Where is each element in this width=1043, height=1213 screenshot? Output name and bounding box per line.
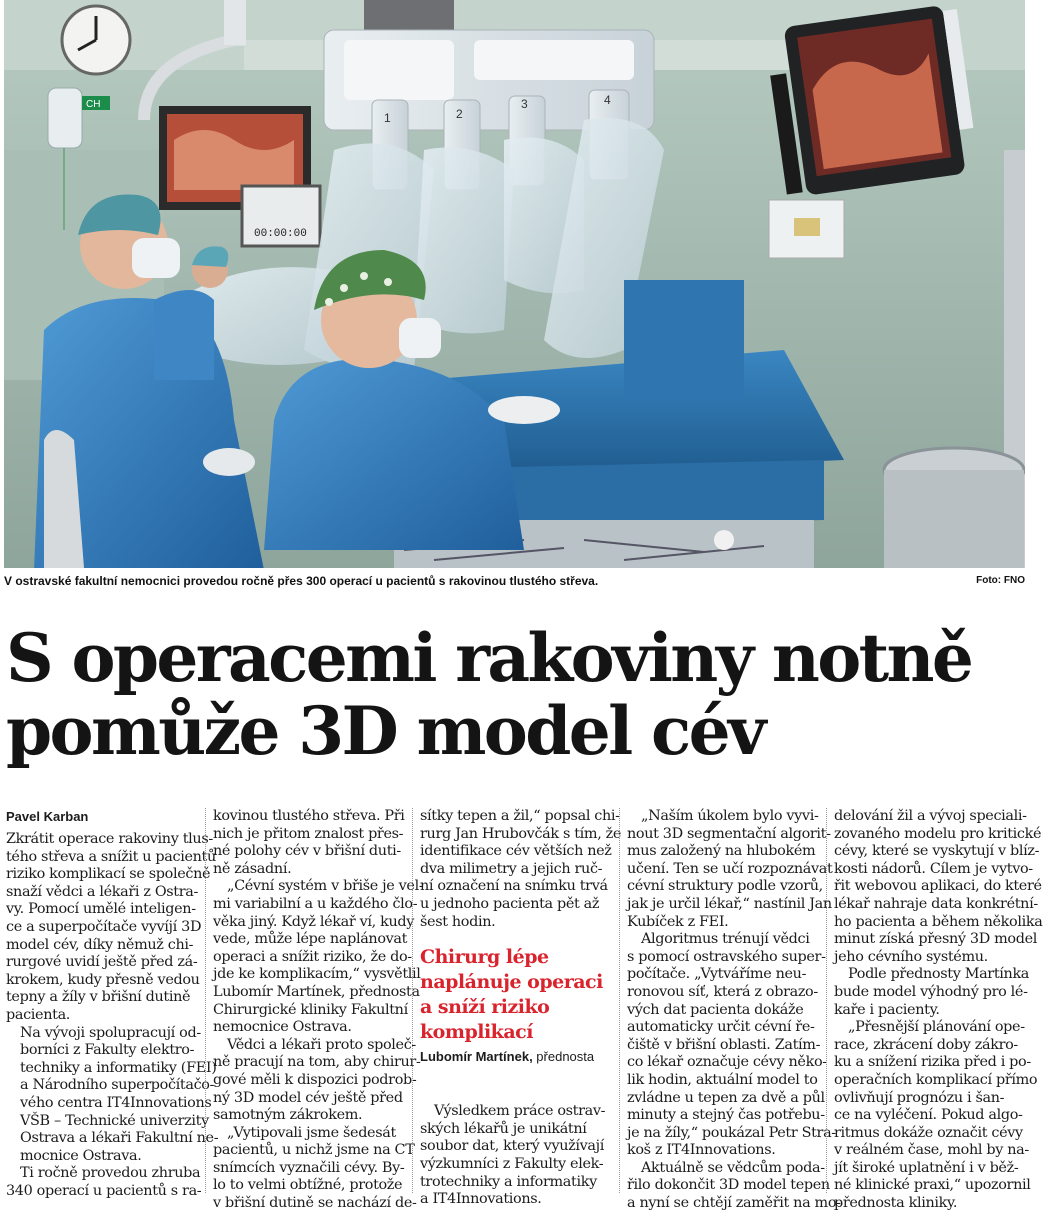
text-line: borníci z Fakulty elektro-	[20, 1042, 195, 1059]
text-line: gové měli k dispozici podrob-	[213, 1071, 417, 1088]
text-line: Podle přednosty Martínka	[848, 966, 1030, 983]
text-line: co lékař označuje cévy něko-	[627, 1054, 827, 1071]
text-line: počítače. „Vytváříme neu-	[627, 966, 807, 983]
paragraph	[627, 1159, 841, 1213]
text-line: mi variabilní a u každého člo-	[213, 895, 418, 912]
text-line: bude model výhodný pro lé-	[834, 983, 1028, 1000]
text-line: s pomocí ostravského super-	[627, 948, 826, 965]
article-column-3	[420, 808, 622, 1209]
text-line: jak je určil lékař,“ nastínil Jan	[627, 895, 832, 912]
text-line: Chirurg lépe	[420, 946, 549, 969]
text-line: Chirurgické kliniky Fakultní	[213, 1001, 408, 1018]
text-line: Zkrátit operace rakoviny tlus-	[6, 831, 213, 847]
paragraph	[834, 808, 1043, 966]
article-column-5	[834, 808, 1043, 1213]
text-line: 340 operací u pacientů s ra-	[6, 1182, 202, 1199]
text-line: minut získá přesný 3D model	[834, 931, 1038, 948]
text-line: techniky a informatiky (FEI)	[20, 1059, 217, 1076]
column-divider	[826, 808, 827, 1193]
text-line: minuty a stejný čas potřebu-	[627, 1107, 825, 1124]
text-line: ně pracují na tom, aby chirur-	[213, 1054, 421, 1071]
text-line: model cév, díky němuž chi-	[6, 936, 194, 953]
text-line: nout 3D segmentační algorit-	[627, 825, 831, 842]
paragraph	[6, 1024, 219, 1166]
text-line: komplikací	[420, 1021, 533, 1044]
text-line: a nyní se chtějí zaměřit na mo-	[627, 1195, 841, 1212]
monitor-timer: 00:00:00	[254, 228, 307, 240]
paragraph	[834, 966, 1029, 1019]
text-line: nich je přitom znalost přes-	[213, 825, 404, 842]
text-line: jde ke komplikacím,“ vysvětlil	[213, 966, 421, 983]
text-line: vého centra IT4Innovations	[20, 1094, 212, 1111]
headline-line: pomůže 3D model cév	[6, 692, 764, 770]
text-line: v břišní dutině se nachází de-	[213, 1195, 417, 1212]
text-line: operaci a snížit riziko, že do-	[213, 948, 412, 965]
wall-sign: CH	[86, 99, 101, 110]
text-line: a IT4Innovations.	[420, 1191, 542, 1208]
text-line: vy. Pomocí umělé inteligen-	[6, 901, 196, 918]
text-line: snaží vědci a lékaři z Ostra-	[6, 883, 199, 900]
text-line: snímcích vyznačili cévy. By-	[213, 1159, 405, 1176]
text-line: kaře i pacienty.	[834, 1001, 940, 1018]
text-line: Lubomír Martínek, přednosta	[213, 983, 420, 1000]
text-line: tého střeva a snížit u pacientů	[6, 848, 216, 865]
text-line: věka jiný. Když lékař ví, kudy	[213, 913, 415, 930]
text-line: Výsledkem práce ostrav-	[434, 1103, 606, 1120]
text-line: ný 3D model cév ještě před	[213, 1089, 403, 1106]
text-line: u jednoho pacienta pět až	[420, 895, 600, 912]
text-line: dva milimetry a jejich ruč-	[420, 860, 603, 877]
text-line: mus založený na hlubokém	[627, 843, 816, 860]
text-line: pacienta.	[6, 1006, 71, 1023]
author-byline: Pavel Karban	[6, 809, 89, 824]
text-line: pacientů, u nichž jsme na CT	[213, 1142, 415, 1159]
text-line: ně zásadní.	[213, 860, 292, 877]
text-line: cévní struktury podle vzorů,	[627, 878, 823, 895]
text-line: krokem, kudy přesně vedou	[6, 971, 200, 988]
column-divider	[619, 808, 620, 1193]
text-line: „Přesnější plánování ope-	[848, 1019, 1025, 1036]
text-line: vých dat pacienta dokáže	[627, 1001, 804, 1018]
text-line: „Cévní systém v břiše je vel-	[227, 878, 424, 895]
text-line: jeho cévního systému.	[834, 948, 988, 965]
article-column-2	[213, 808, 424, 1213]
paragraph	[420, 1103, 615, 1209]
text-line: je na žíly,“ poukázal Petr Stra-	[627, 1124, 836, 1141]
text-line: Kubíček z FEI.	[627, 913, 729, 930]
surgical-display-monitor	[764, 3, 980, 198]
text-line: Aktuálně se vědcům poda-	[641, 1159, 825, 1176]
text-line: Ostrava a lékaři Fakultní ne-	[20, 1130, 219, 1147]
text-line: race, zkrácení doby zákro-	[834, 1036, 1018, 1053]
text-line: jít široké uplatnění i v běž-	[834, 1159, 1019, 1176]
robot-arm-number: 1	[384, 111, 391, 125]
text-line: vede, může lépe naplánovat	[213, 931, 408, 948]
text-line: kovinou tlustého střeva. Při	[213, 808, 405, 824]
iv-bag-icon	[48, 88, 82, 148]
paragraph	[6, 831, 216, 1025]
text-line: ce a superpočítače vyvíjí 3D	[6, 918, 202, 935]
article-column-4	[627, 808, 841, 1213]
text-line: „Vytipovali jsme šedesát	[227, 1124, 396, 1141]
caption-text: V ostravské fakultní nemocnici provedou ročně přes 300 operací u pacientů s rakovinou tlustého střeva.	[4, 574, 599, 588]
text-line: v reálném čase, mohl by na-	[834, 1142, 1029, 1159]
text-line: ní označení na snímku trvá	[420, 878, 608, 895]
text-line: ovlivňují prognózu i šan-	[834, 1089, 1005, 1106]
text-line: né polohy cév v břišní duti-	[213, 843, 401, 860]
column-divider	[412, 808, 413, 1193]
text-line: Na vývoji spolupracují od-	[20, 1024, 201, 1041]
text-line: ronovou síť, která z obrazo-	[627, 983, 818, 1000]
text-line: Vědci a lékaři proto společ-	[227, 1036, 416, 1053]
text-line: operačních komplikací přímo	[834, 1071, 1038, 1088]
robot-arm-number: 2	[456, 107, 463, 121]
pull-quote	[420, 945, 615, 1045]
text-line: zovaného modelu pro kritické	[834, 825, 1042, 842]
text-line: tepny a žíly v břišní dutině	[6, 989, 191, 1006]
text-line: né klinické praxi,“ upozornil	[834, 1177, 1031, 1194]
text-line: učení. Ten se učí rozpoznávat	[627, 860, 833, 877]
paragraph	[213, 878, 424, 1036]
text-line: lik hodin, aktuální model to	[627, 1071, 818, 1088]
column-divider	[205, 808, 206, 1193]
paragraph	[6, 1165, 201, 1200]
text-line: ce na vyléčení. Pokud algo-	[834, 1107, 1023, 1124]
headline	[6, 619, 1026, 770]
text-line: trotechniky a informatiky	[420, 1173, 597, 1190]
text-line: šest hodin.	[420, 913, 496, 930]
text-line: Algoritmus trénují vědci	[641, 931, 810, 948]
text-line: riziko komplikací se společně	[6, 866, 211, 883]
robot-arm-number: 4	[604, 93, 611, 107]
text-line: soubor dat, který využívají	[420, 1138, 605, 1155]
text-line: delování žil a vývoj speciali-	[834, 808, 1027, 824]
text-line: mocnice Ostrava.	[20, 1147, 142, 1164]
text-line: přednosta kliniky.	[834, 1195, 958, 1212]
paragraph	[420, 808, 622, 931]
text-line: zvládne u tepen za dvě a půl	[627, 1089, 825, 1106]
paragraph	[213, 808, 408, 878]
text-line: ho pacienta a během několika	[834, 913, 1043, 930]
text-line: nemocnice Ostrava.	[213, 1019, 352, 1036]
paragraph	[213, 1036, 421, 1125]
text-line: VŠB – Technické univerzity	[20, 1112, 209, 1129]
headline-line: S operacemi rakoviny notně	[6, 619, 972, 697]
operating-room-illustration	[4, 0, 1025, 568]
paragraph	[834, 1019, 1038, 1213]
text-line: automaticky určit cévní ře-	[627, 1019, 815, 1036]
photo-caption	[4, 574, 1025, 590]
article-photo	[4, 0, 1025, 568]
text-line: výzkumníci z Fakulty elek-	[420, 1155, 604, 1172]
text-line: lékař nahraje data konkrétní-	[834, 895, 1038, 912]
text-line: čiště v břišní oblasti. Zatím-	[627, 1036, 821, 1053]
text-line: řilo dokončit 3D model tepen	[627, 1177, 830, 1194]
photo-credit: Foto: FNO	[976, 575, 1025, 586]
robot-arm-number: 3	[521, 97, 528, 111]
text-line: cévy, které se vyskytují v blíz-	[834, 843, 1040, 860]
article-column-1	[6, 808, 219, 1200]
text-line: „Naším úkolem bylo vyvi-	[641, 808, 819, 824]
text-line: ských lékařů je unikátní	[420, 1120, 587, 1137]
text-line: Ti ročně provedou zhruba	[20, 1165, 201, 1182]
text-line: řit webovou aplikaci, do které	[834, 878, 1042, 895]
paragraph	[627, 931, 836, 1160]
text-line: kosti nádorů. Cílem je vytvo-	[834, 860, 1033, 877]
text-line: a Národního superpočítačo-	[20, 1077, 215, 1094]
text-line: sítky tepen a žil,“ popsal chi-	[420, 808, 620, 824]
paragraph	[627, 808, 833, 931]
text-line: rurgové uvidí ještě před zá-	[6, 954, 198, 971]
text-line: ritmus dokáže označit cévy	[834, 1124, 1023, 1141]
pull-quote-source: Lubomír Martínek, přednosta	[420, 1049, 595, 1065]
text-line: koš z IT4Innovations.	[627, 1142, 776, 1159]
text-line: samotným zákrokem.	[213, 1107, 363, 1124]
text-line: rurg Jan Hrubovčák s tím, že	[420, 825, 622, 842]
text-line: naplánuje operaci	[420, 971, 603, 994]
text-line: lo to velmi obtížné, protože	[213, 1177, 403, 1194]
text-line: ku a snížení rizika před i po-	[834, 1054, 1031, 1071]
text-line: a sníží riziko	[420, 996, 550, 1019]
paragraph	[213, 1124, 417, 1213]
text-line: identifikace cév větších než	[420, 843, 612, 860]
